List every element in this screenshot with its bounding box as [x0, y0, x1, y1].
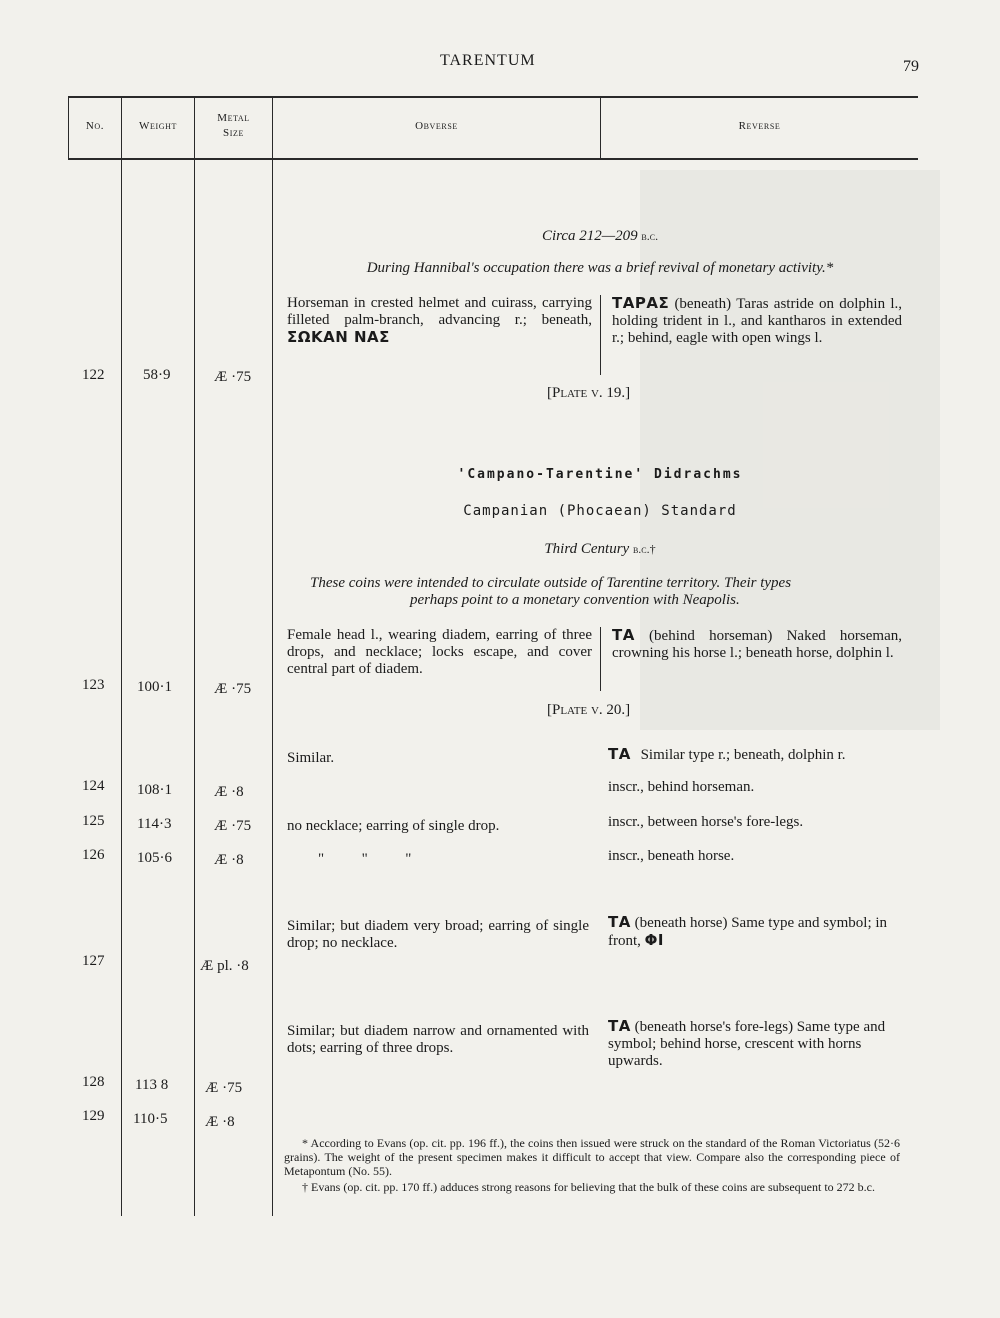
- header-size: Size: [223, 127, 244, 139]
- reverse-similar-inscription: ΤΑ: [608, 745, 631, 763]
- row-124-reverse: inscr., behind horseman.: [608, 779, 755, 795]
- row-124-no: 124: [82, 778, 105, 794]
- reverse-123: ΤΑ (behind horseman) Naked horseman, crowning his horse l.; beneath horse, dolphin l.: [612, 626, 902, 661]
- row-126-metal: Æ ·8: [214, 852, 244, 868]
- section2-title: 'Campano-Tarentine' Didrachms: [457, 467, 743, 482]
- row-122-weight: 58·9: [143, 367, 171, 383]
- plate-ref-123: [Plate v. 20.]: [547, 702, 631, 718]
- section1-note: During Hannibal's occupation there was a brief revival of monetary activity.*: [366, 260, 834, 276]
- running-head: TARENTUM: [440, 52, 536, 69]
- row-127-metal: Æ pl. ·8: [200, 958, 249, 974]
- row-127-no: 127: [82, 953, 105, 969]
- col-divider-obverse: [272, 96, 273, 1216]
- reverse-128-inscription: ΤΑ: [608, 1017, 631, 1035]
- obverse-123: Female head l., wearing diadem, earring of three drops, and necklace; locks escape, and cover central part of diadem.: [287, 627, 592, 677]
- obverse-128: Similar; but diadem narrow and ornamented with dots; earring of three drops.: [287, 1023, 589, 1056]
- reverse-123-inscription: ΤΑ: [612, 626, 635, 644]
- row-124-weight: 108·1: [137, 782, 172, 798]
- row-125-metal: Æ ·75: [214, 818, 252, 834]
- obverse-122: Horseman in crested helmet and cuirass, carrying filleted palm-branch, advancing r.; beneath, ΣΩΚΑΝ ΝΑΣ: [287, 295, 592, 346]
- row-123-weight: 100·1: [137, 679, 172, 695]
- row-129-metal: Æ ·8: [205, 1114, 235, 1130]
- header-weight: Weight: [139, 120, 177, 132]
- row-126-obverse-ditto: " " ": [318, 851, 412, 867]
- reverse-122-inscription: ΤΑΡΑΣ: [612, 294, 670, 312]
- row-126-reverse: inscr., beneath horse.: [608, 848, 735, 864]
- row-122-no: 122: [82, 367, 105, 383]
- reverse-similar: ΤΑ Similar type r.; beneath, dolphin r.: [608, 745, 846, 763]
- header-obverse: Obverse: [415, 120, 458, 132]
- header-no: No.: [85, 120, 105, 132]
- section2-note-line2: perhaps point to a monetary convention with Neapolis.: [410, 592, 740, 608]
- row-128-weight: 113 8: [135, 1077, 169, 1093]
- section2-note-line1: These coins were intended to circulate outside of Tarentine territory. Their types: [310, 575, 792, 591]
- col-divider-metal: [194, 96, 195, 1216]
- row-124-metal: Æ ·8: [214, 784, 244, 800]
- col-divider-weight: [121, 96, 122, 1216]
- header-reverse: Reverse: [738, 120, 781, 132]
- plate-ref-122: [Plate v. 19.]: [547, 385, 631, 401]
- row-123-no: 123: [82, 677, 105, 693]
- section2-century: Third Century b.c.†: [544, 541, 656, 557]
- obv-rev-divider-122: [600, 295, 601, 375]
- row-122-metal: Æ ·75: [214, 369, 252, 385]
- reverse-127-symbol: ΦΙ: [644, 931, 665, 949]
- row-129-weight: 110·5: [133, 1111, 168, 1127]
- obv-rev-divider-123: [600, 627, 601, 691]
- col-divider-no: [68, 96, 69, 160]
- table-header-rule: [68, 158, 918, 160]
- section1-date: Circa 212—209 b.c.: [541, 228, 659, 244]
- row-125-no: 125: [82, 813, 105, 829]
- row-126-no: 126: [82, 847, 105, 863]
- footnote-dagger: † Evans (op. cit. pp. 170 ff.) adduces strong reasons for believing that the bulk of these coins are subsequent to 272 b.c.: [302, 1180, 875, 1194]
- reverse-122: ΤΑΡΑΣ (beneath) Taras astride on dolphin l., holding trident in l., and kantharos in extended r.; behind, eagle with open wings l.: [612, 294, 902, 346]
- obverse-127: Similar; but diadem very broad; earring of single drop; no necklace.: [287, 918, 589, 951]
- obverse-122-inscription: ΣΩΚΑΝ ΝΑΣ: [287, 328, 390, 346]
- reverse-128: ΤΑ (beneath horse's fore-legs) Same type and symbol; behind horse, crescent with horns upwards.: [608, 1017, 886, 1069]
- row-128-no: 128: [82, 1074, 105, 1090]
- row-126-weight: 105·6: [137, 850, 172, 866]
- page-number: 79: [903, 58, 919, 75]
- footnote-star: * According to Evans (op. cit. pp. 196 ff.), the coins then issued were struck on the standard of the Roman Victoriatus (52·6 grains). The weight of the present specimen makes it difficult to accept that view. Compare also the corresponding piece of Metapontum (No. 55).: [284, 1136, 900, 1178]
- reverse-127: ΤΑ (beneath horse) Same type and symbol; in front, ΦΙ: [608, 913, 888, 949]
- obverse-similar: Similar.: [287, 750, 335, 766]
- row-125-obverse: no necklace; earring of single drop.: [287, 818, 500, 834]
- row-128-metal: Æ ·75: [205, 1080, 243, 1096]
- row-125-weight: 114·3: [137, 816, 172, 832]
- row-123-metal: Æ ·75: [214, 681, 252, 697]
- row-129-no: 129: [82, 1108, 105, 1124]
- section2-standard: Campanian (Phocaean) Standard: [463, 503, 737, 519]
- header-metal: Metal: [217, 112, 250, 124]
- row-125-reverse: inscr., between horse's fore-legs.: [608, 814, 804, 830]
- reverse-127-inscription: ΤΑ: [608, 913, 631, 931]
- table-top-rule: [68, 96, 918, 98]
